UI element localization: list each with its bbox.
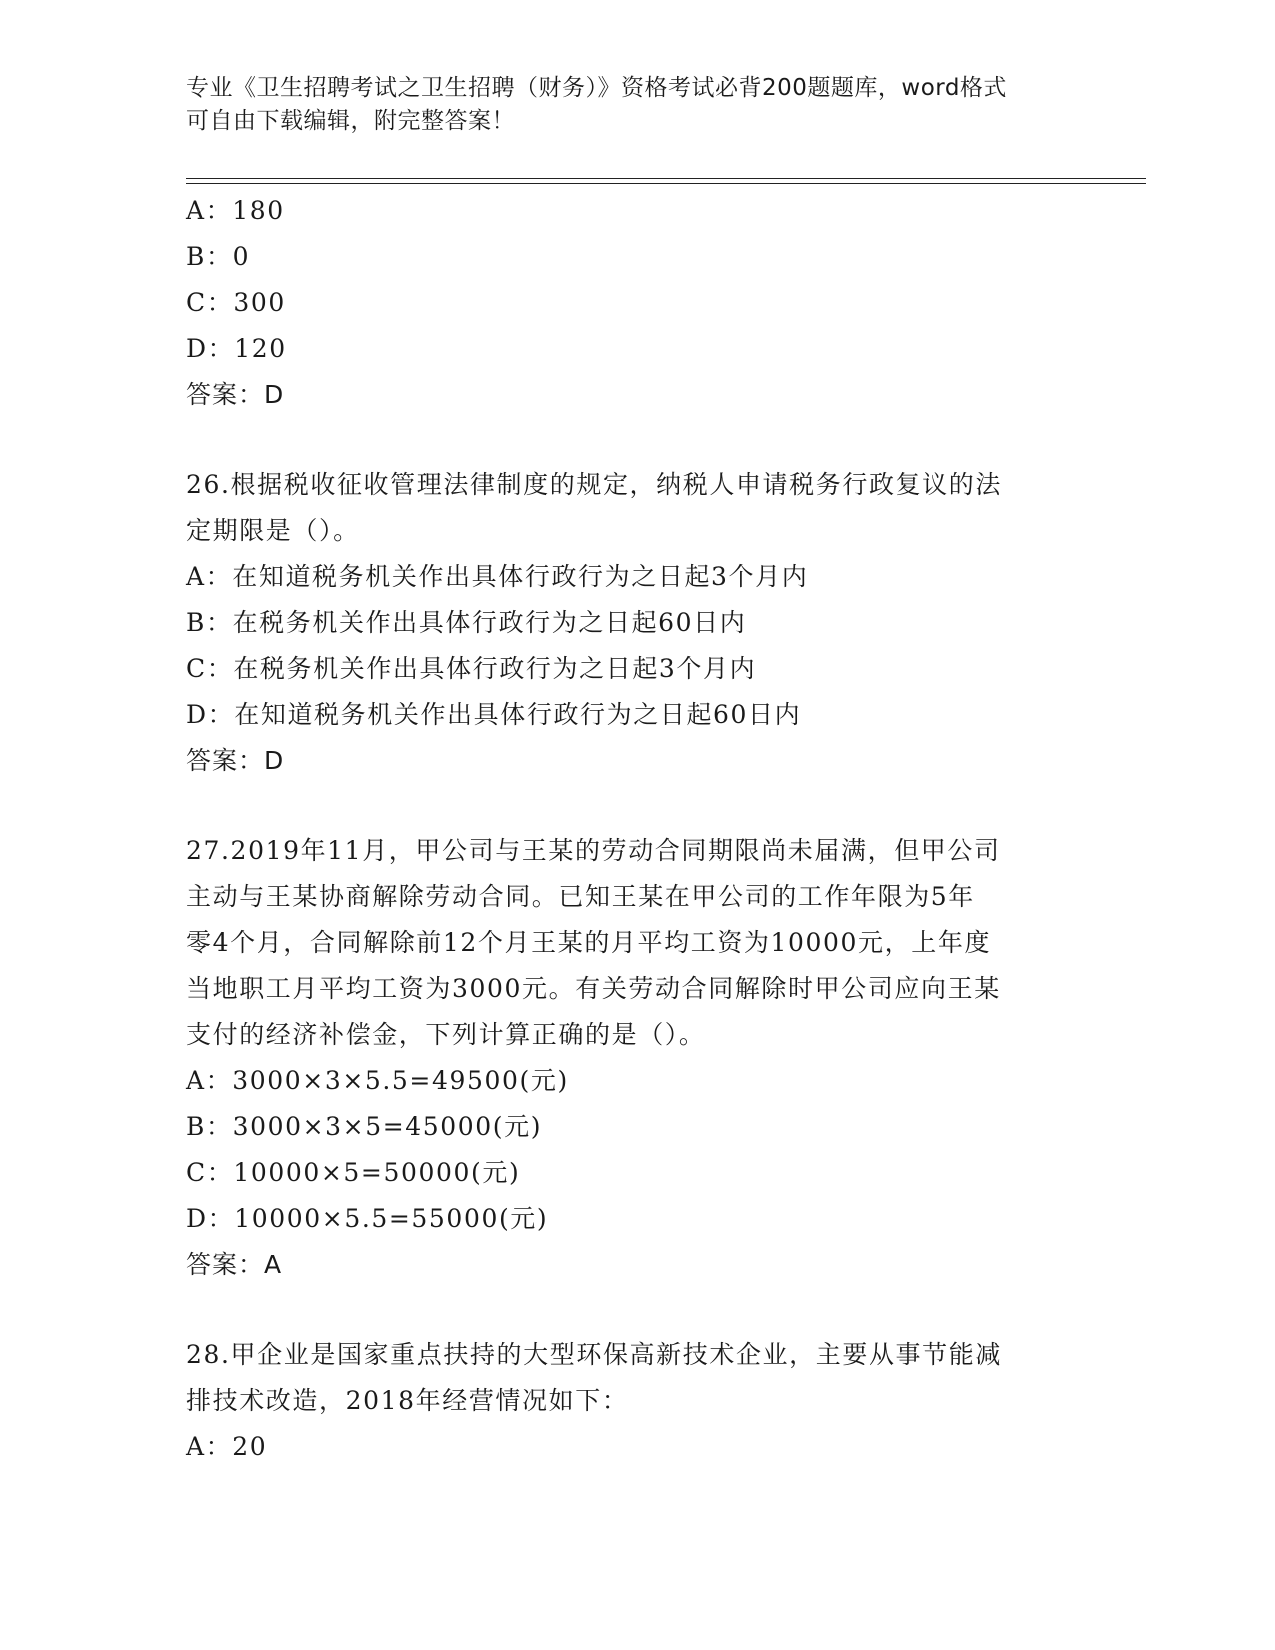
question-stem-line: 26.根据税收征收管理法律制度的规定，纳税人申请税务行政复议的法 [186, 470, 1002, 499]
option-d: D：在知道税务机关作出具体行政行为之日起60日内 [186, 700, 802, 729]
answer-line: 答案：D [186, 746, 285, 775]
header-line-1: 专业《卫生招聘考试之卫生招聘（财务）》资格考试必背200题题库，word格式 [186, 75, 1007, 101]
header-rule-bottom [186, 183, 1146, 184]
option-c: C：300 [186, 288, 286, 317]
option-b: B：3000×3×5=45000(元) [186, 1112, 543, 1141]
option-a: A：20 [186, 1432, 268, 1461]
option-a: A：180 [186, 196, 285, 225]
question-list [186, 188, 1086, 1470]
question-stem-line: 当地职工月平均工资为3000元。有关劳动合同解除时甲公司应向王某 [186, 974, 1001, 1003]
question-stem-line: 27.2019年11月，甲公司与王某的劳动合同期限尚未届满，但甲公司 [186, 836, 1001, 865]
question-27 [186, 828, 1086, 1288]
question-stem-line: 主动与王某协商解除劳动合同。已知王某在甲公司的工作年限为5年 [186, 882, 975, 911]
question-spacer [186, 784, 1086, 828]
question-stem-line: 定期限是（）。 [186, 516, 360, 545]
option-a: A：3000×3×5.5=49500(元) [186, 1066, 569, 1095]
question-25 [186, 188, 1086, 418]
header-rule-top [186, 178, 1146, 179]
question-stem-line: 零4个月，合同解除前12个月王某的月平均工资为10000元，上年度 [186, 928, 992, 957]
question-26 [186, 462, 1086, 784]
option-b: B：0 [186, 242, 251, 271]
answer-line: 答案：D [186, 380, 285, 409]
question-stem-line: 支付的经济补偿金，下列计算正确的是（）。 [186, 1020, 706, 1049]
question-spacer [186, 418, 1086, 462]
question-spacer [186, 1288, 1086, 1332]
option-c: C：在税务机关作出具体行政行为之日起3个月内 [186, 654, 757, 683]
option-d: D：120 [186, 334, 287, 363]
question-stem-line: 排技术改造，2018年经营情况如下： [186, 1386, 629, 1415]
option-c: C：10000×5=50000(元) [186, 1158, 521, 1187]
option-a: A：在知道税务机关作出具体行政行为之日起3个月内 [186, 562, 809, 591]
header-line-2: 可自由下载编辑，附完整答案！ [186, 108, 515, 134]
document-header [186, 72, 1086, 138]
question-stem-line: 28.甲企业是国家重点扶持的大型环保高新技术企业，主要从事节能减 [186, 1340, 1002, 1369]
option-b: B：在税务机关作出具体行政行为之日起60日内 [186, 608, 747, 637]
option-d: D：10000×5.5=55000(元) [186, 1204, 549, 1233]
question-28 [186, 1332, 1086, 1470]
answer-line: 答案：A [186, 1250, 283, 1279]
